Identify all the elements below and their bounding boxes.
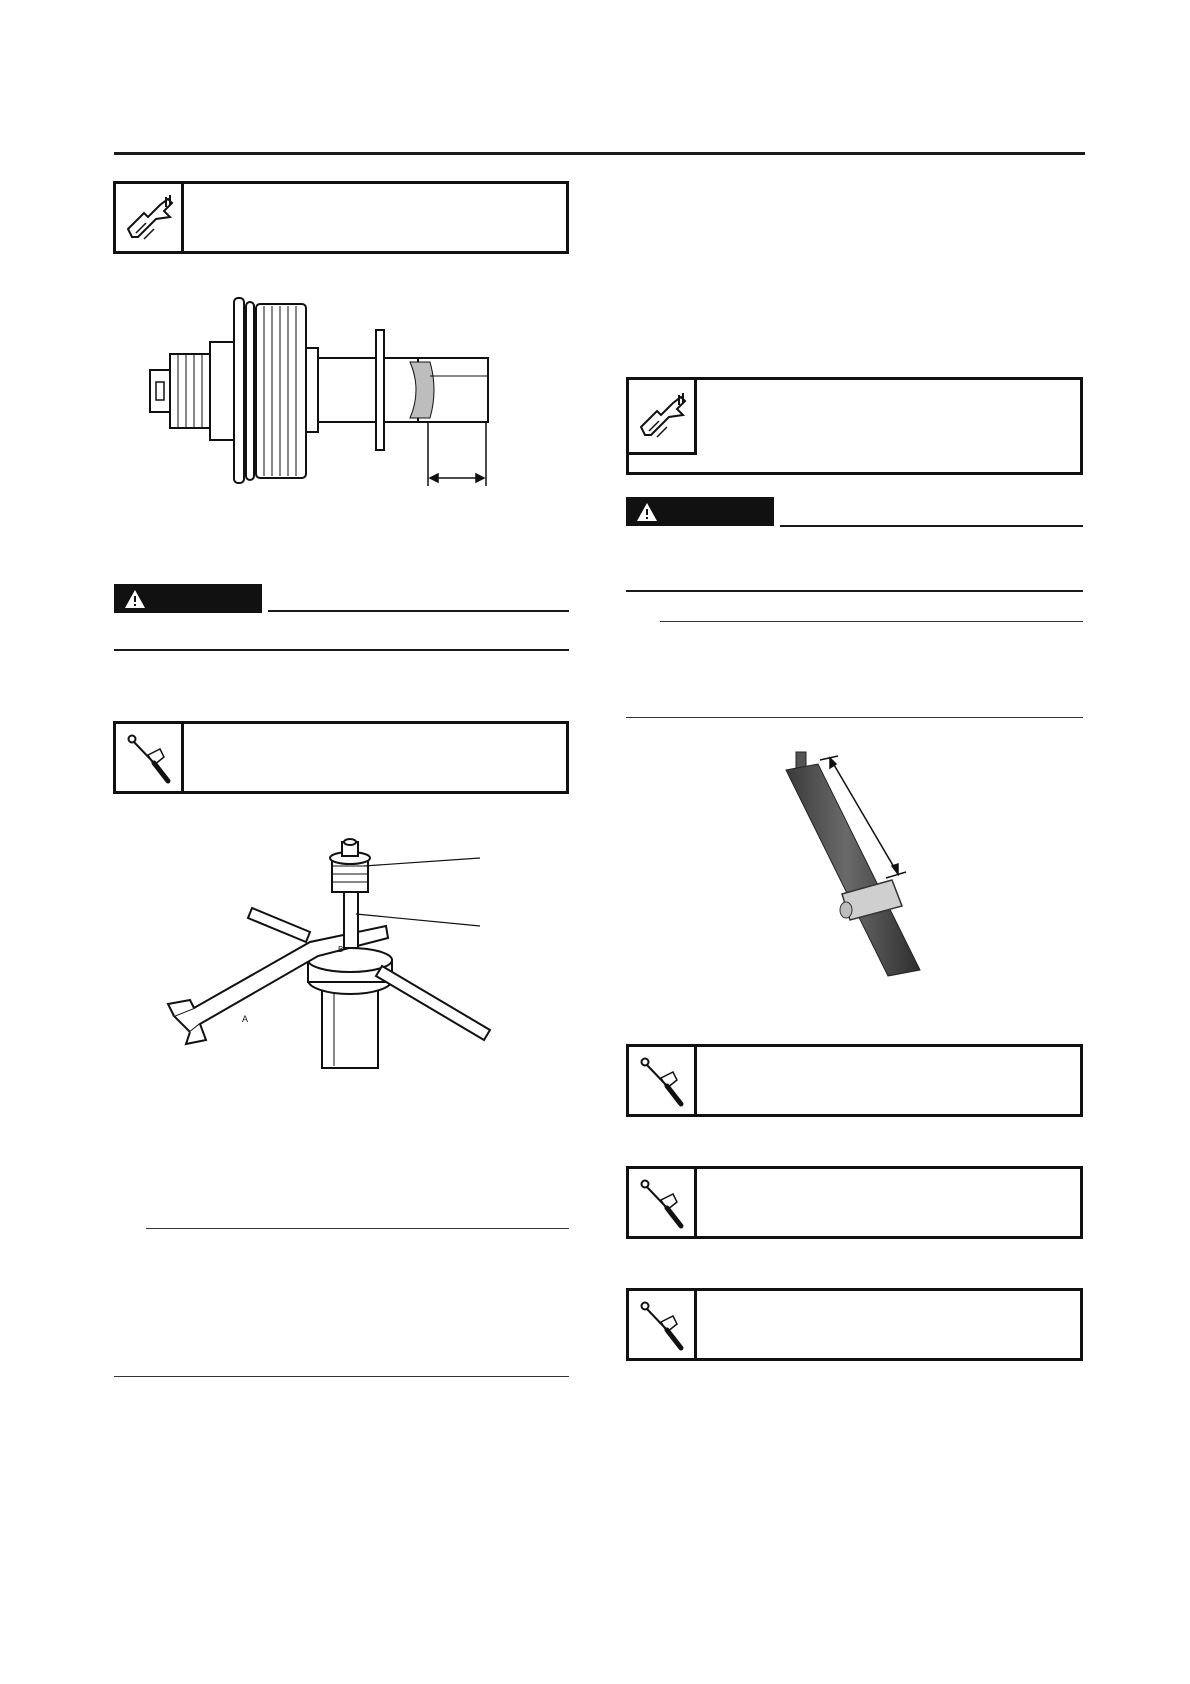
warning-tag: [114, 584, 262, 613]
torque-wrench-icon: [116, 724, 184, 791]
warning-triangle-icon: [636, 502, 658, 522]
spec-box-caliper-left: [113, 181, 569, 254]
warning-triangle-icon: [124, 589, 146, 609]
section-divider: [626, 590, 1083, 592]
note-rule: [660, 621, 1083, 622]
section-divider: [114, 649, 569, 651]
spec-box-caliper-right: [626, 377, 1083, 475]
note-rule: [146, 1228, 569, 1229]
torque-wrench-icon: [629, 1169, 697, 1236]
warning-rule: [268, 610, 569, 612]
torque-wrench-icon: [629, 1291, 697, 1358]
torque-wrench-icon: [629, 1047, 697, 1114]
damper-rod-diagram: [140, 290, 540, 490]
fork-tube-photo: [760, 740, 960, 980]
cap-wrench-diagram: [160, 838, 500, 1068]
section-divider: [114, 1376, 569, 1377]
spec-box-torque-right-3: [626, 1288, 1083, 1361]
spec-box-torque-right-1: [626, 1044, 1083, 1117]
section-divider: [626, 717, 1083, 718]
warning-tag: [626, 497, 774, 526]
spec-box-torque-right-2: [626, 1166, 1083, 1239]
caliper-icon: [116, 184, 184, 251]
spec-box-torque-left: [113, 721, 569, 794]
icon-cell-underline: [629, 452, 697, 455]
header-rule: [114, 152, 1085, 155]
caliper-icon: [629, 380, 697, 452]
warning-rule: [780, 525, 1083, 527]
wrench-mark-b: B: [338, 945, 344, 954]
wrench-mark-a: A: [242, 1014, 249, 1024]
